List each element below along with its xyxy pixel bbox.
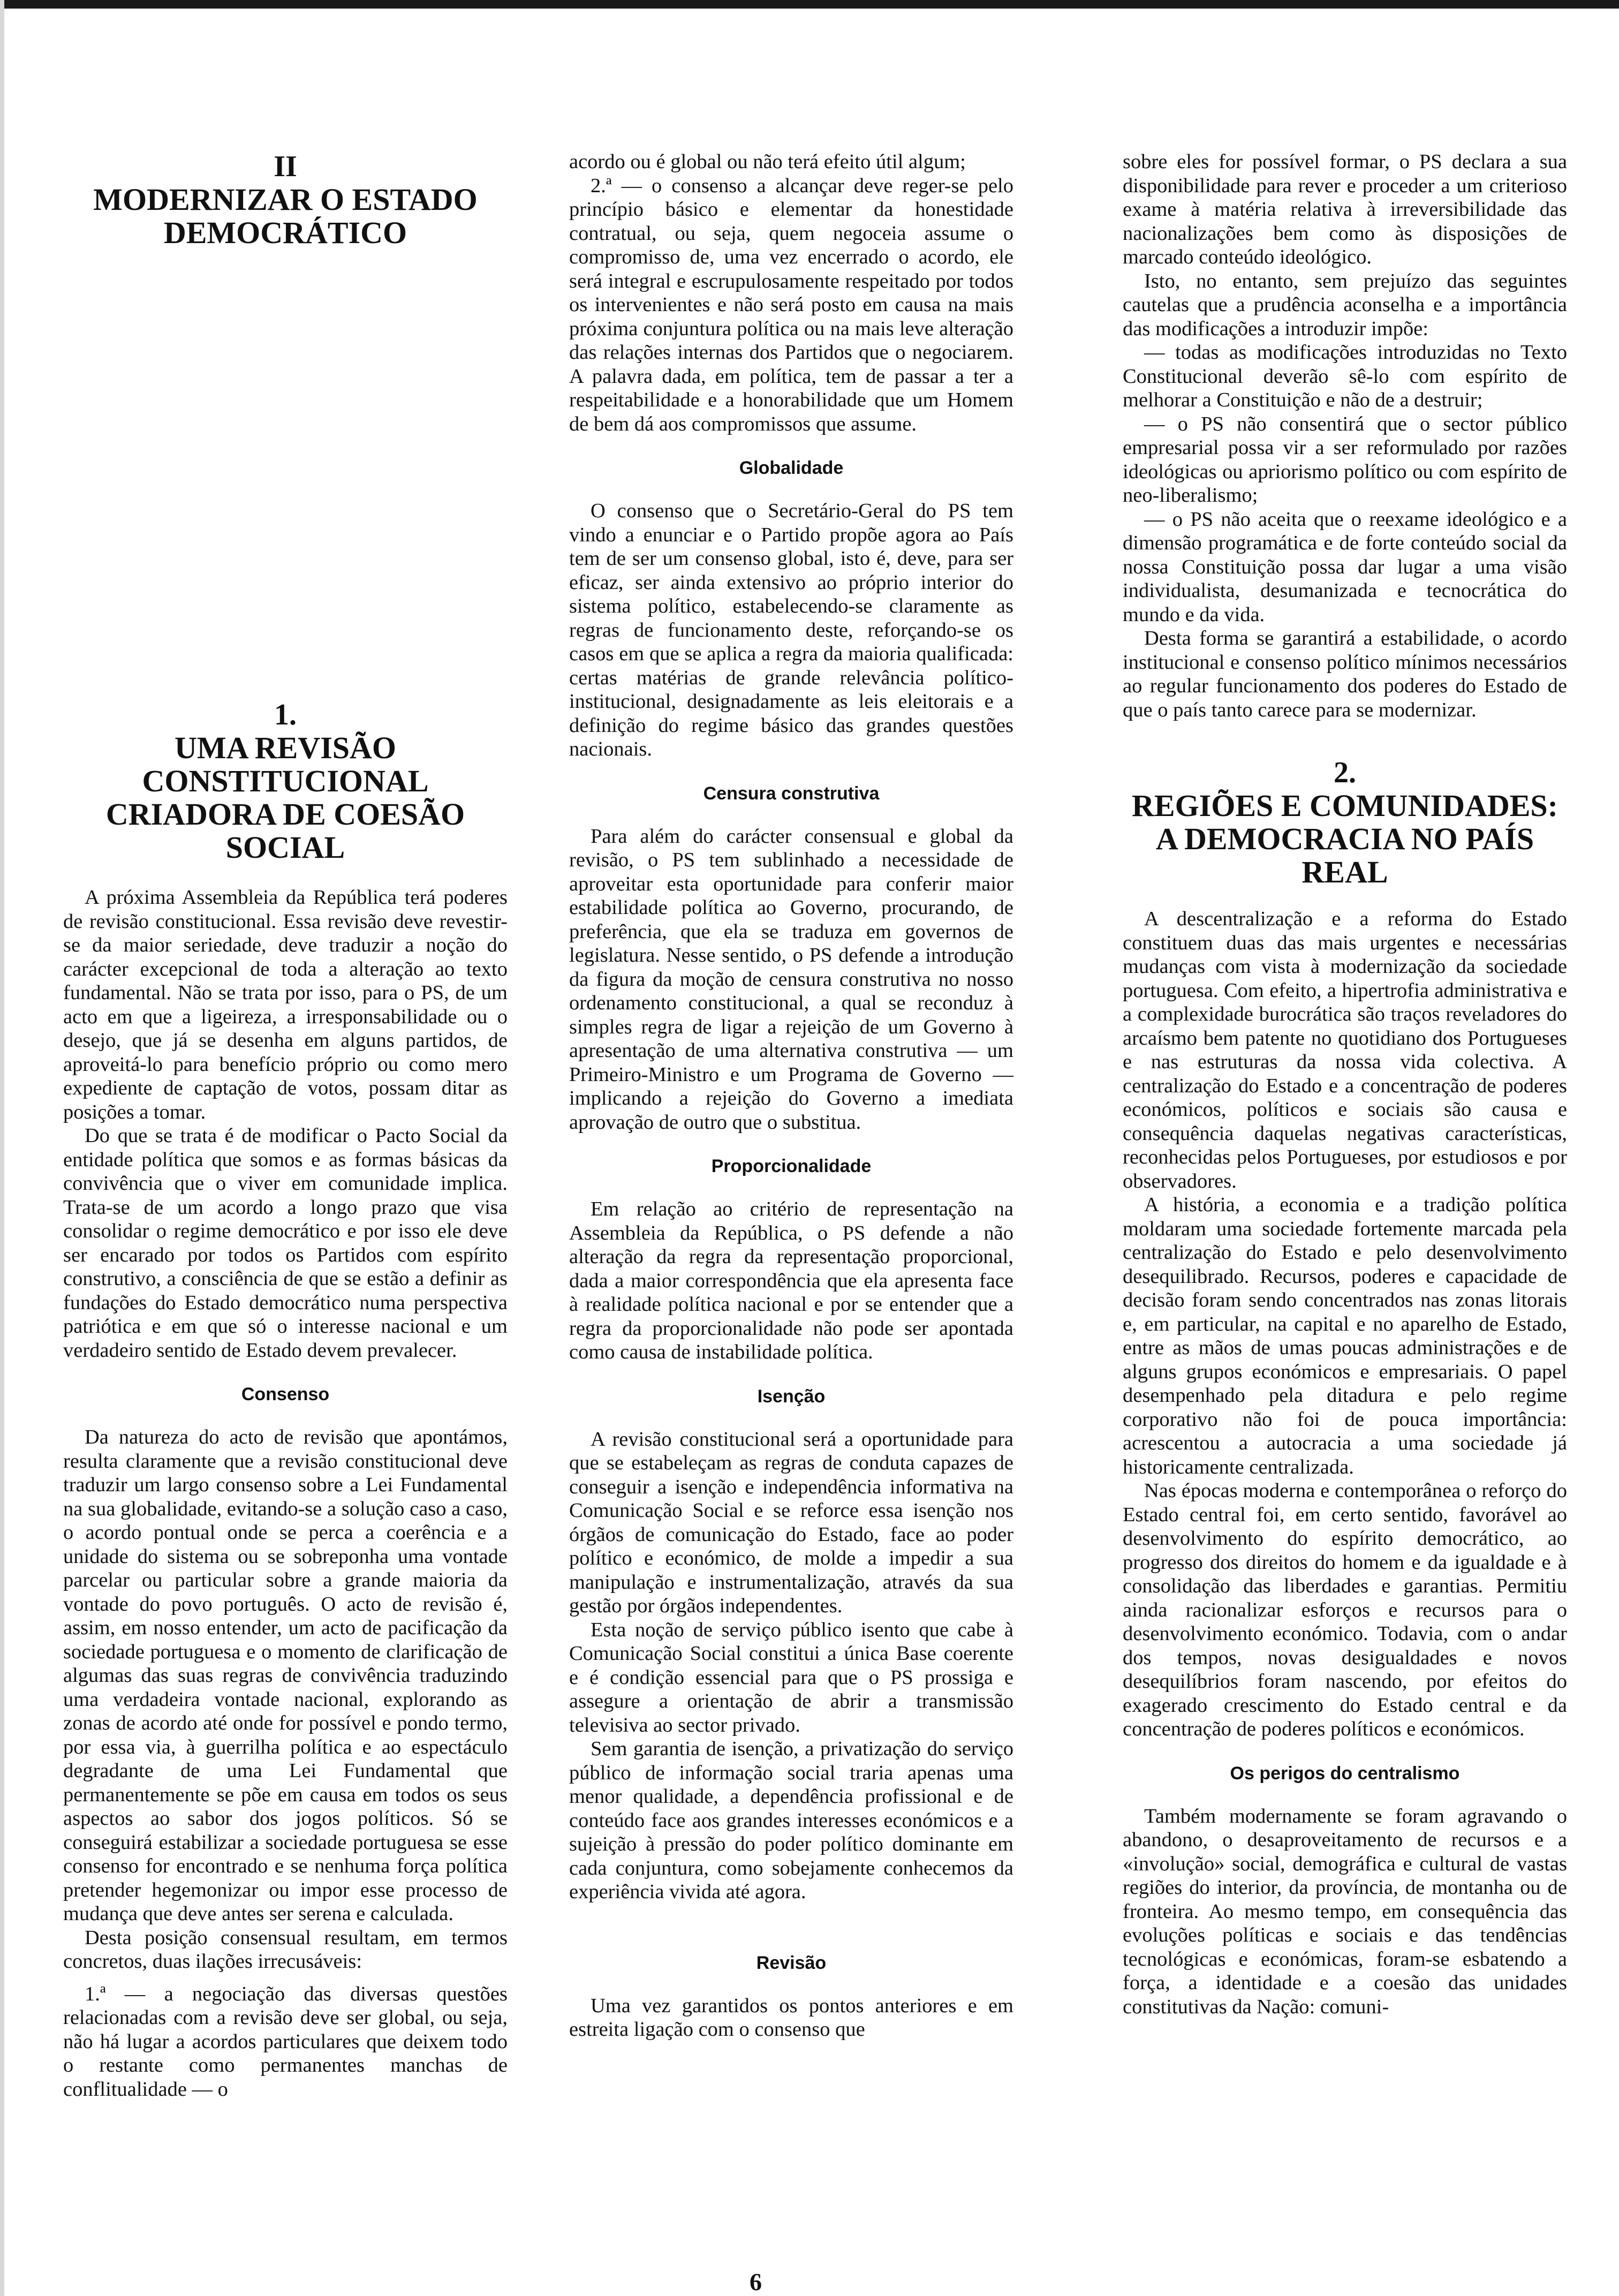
section-1-heading <box>63 698 508 864</box>
subheading-consenso: Consenso <box>241 1384 330 1404</box>
paragraph: 1.ª — a negociação das diversas questões relacionadas com a revisão deve ser global, ou seja, não há lugar a acordos particulares que deixem todo o restante como permanentes manchas de conflitualidade — o <box>63 1982 508 2101</box>
paragraph: Nas épocas moderna e contemporânea o reforço do Estado central foi, em certo sentido, favorável ao desenvolvimento do espírito democrático, ao progresso dos direitos do homem e da igualdade e à consolidação das liberdades e garantias. Permitiu ainda racionalizar esforços e recursos para o desenvolvimento económico. Todavia, com o andar dos tempos, novas desigualdades e novos desequilíbrios foram nascendo, por efeitos do exagerado crescimento do Estado central e da concentração de poderes políticos e económicos. <box>1123 1479 1567 1740</box>
paragraph: Para além do carácter consensual e global da revisão, o PS tem sublinhado a necessidade de aproveitar esta oportunidade para conferir maior estabilidade política ao Governo, procurando, de preferência, que ela se traduza em governos de legislatura. Nesse sentido, o PS defende a introdução da figura da moção de censura construtiva no nosso ordenamento constitucional, a qual se reconduz à simples regra de ligar a rejeição de um Governo à apresentação de uma alternativa construtiva — um Primeiro-Ministro e um Programa de Governo — implicando a rejeição do Governo a imediata aprovação de outro que o substitua. <box>569 825 1013 1134</box>
paragraph: acordo ou é global ou não terá efeito útil algum; <box>569 150 966 173</box>
paragraph: 2.ª — o consenso a alcançar deve reger-se pelo princípio básico e elementar da honestidade contratual, ou seja, quem negoceia assume o compromisso de, uma vez encerrado o acordo, ele será integral e escrupulosamente respeitado por todos os intervenientes e não será posto em causa na mais próxima conjuntura política ou na mais leve alteração das relações internas dos Partidos que o negociarem. A palavra dada, em política, tem de passar a ter a respeitabilidade e a honorabilidade que um Homem de bem dá aos compromissos que assume. <box>569 174 1013 435</box>
paragraph: Da natureza do acto de revisão que apontámos, resulta claramente que a revisão constitucional deve traduzir um largo consenso sobre a Lei Fundamental na sua globalidade, evitando-se a solução caso a caso, o acordo pontual onde se perca a coerência e a unidade do sistema ou se sobreponha uma vontade parcelar ou particular sobre a grande maioria da vontade do povo português. O acto de revisão é, assim, em nosso entender, um acto de pacificação da sociedade portuguesa e o momento de clarificação de algumas das suas regras de convivência traduzindo uma verdadeira vontade nacional, explorando as zonas de acordo até onde for possível e pondo termo, por essa via, à guerrilha política e ao espectáculo degradante de uma Lei Fundamental que permanentemente se põe em causa em todos os seus aspectos ao sabor dos jogos políticos. Só se conseguirá estabilizar a sociedade portuguesa se esse consenso for encontrado e se nenhuma força política pretender hegemonizar ou impor esse processo de mudança que deve antes ser serena e calculada. <box>63 1426 508 1925</box>
subheading-isencao: Isenção <box>757 1386 826 1407</box>
paragraph: Do que se trata é de modificar o Pacto Social da entidade política que somos e as formas básicas da convivência que o viver em comunidade implica. Trata-se de um acordo a longo prazo que visa consolidar o regime democrático e por isso ele deve ser encarado por todos os Partidos com espírito construtivo, a consciência de que se estão a definir as fundações do Estado democrático numa perspectiva patriótica e em que só o interesse nacional e um verdadeiro sentido de Estado devem prevalecer. <box>63 1124 508 1362</box>
paragraph: Em relação ao critério de representação na Assembleia da República, o PS defende a não alteração da regra da representação proporcional, dada a maior correspondência que ela apresenta face à realidade política nacional e por se entender que a regra da proporcionalidade não pode ser apontada como causa de instabilidade política. <box>569 1198 1013 1363</box>
part-number: II <box>274 150 297 183</box>
scan-left-edge <box>0 0 4 2296</box>
column-2 <box>569 150 1013 2042</box>
section-2-title: REGIÕES E COMUNIDADES: A DEMOCRACIA NO PAÍS REAL <box>1132 788 1558 889</box>
paragraph: Desta forma se garantirá a estabilidade, o acordo institucional e consenso político mínimos necessários ao regular funcionamento dos poderes do Estado de que o país tanto carece para se modernizar. <box>1123 627 1567 721</box>
subheading-globalidade: Globalidade <box>739 458 844 478</box>
top-border-rule <box>0 0 1619 9</box>
subheading-censura-construtiva: Censura construtiva <box>703 783 880 804</box>
column-1 <box>63 150 508 2101</box>
paragraph: Também modernamente se foram agravando o abandono, o desaproveitamento de recursos e a «involução» social, demográfica e cultural de vastas regiões do interior, da província, de montanha ou de fronteira. Ao mesmo tempo, em consequência das evoluções políticas e sociais e das tendências tecnológicas e económicas, foram-se esbatendo a força, a identidade e a coesão das unidades constitutivas da Nação: comuni- <box>1123 1804 1567 2018</box>
section-1-title: UMA REVISÃO CONSTITUCIONAL CRIADORA DE COESÃO SOCIAL <box>105 730 465 865</box>
paragraph: A revisão constitucional será a oportunidade para que se estabeleçam as regras de conduta capazes de conseguir a isenção e independência informativa na Comunicação Social e se reforce essa isenção nos órgãos de comunicação do Estado, face ao poder político e económico, de molde a impedir a sua manipulação e instrumentalização, através da sua gestão por órgãos independentes. <box>569 1428 1013 1617</box>
subheading-proporcionalidade: Proporcionalidade <box>711 1156 872 1176</box>
paragraph: Sem garantia de isenção, a privatização do serviço público de informação social traria apenas uma menor qualidade, a dependência profissional e de conteúdo face aos grandes interesses económicos e a sujeição à pressão do poder político dominante em cada conjuntura, como sobejamente conhecemos da experiência vivida até agora. <box>569 1738 1013 1903</box>
section-1-number: 1. <box>274 698 297 731</box>
list-item: — o PS não consentirá que o sector público empresarial possa vir a ser reformulado por razões ideológicas ou apriorismo político ou com espírito de neo-liberalismo; <box>1123 412 1567 507</box>
part-title: MODERNIZAR O ESTADO DEMOCRÁTICO <box>93 182 478 250</box>
paragraph: A descentralização e a reforma do Estado constituem duas das mais urgentes e necessárias mudanças com vista à modernização da sociedade portuguesa. Com efeito, a hipertrofia administrativa e a complexidade burocrática são traços reveladores do arcaísmo bem patente no quotidiano dos Portugueses e nas estruturas da nossa vida colectiva. A centralização do Estado e a concentração de poderes económicos, políticos e sociais são causa e consequência daquelas negativas características, reconhecidas pelos Portugueses, por estudiosos e por observadores. <box>1123 908 1567 1192</box>
paragraph: Uma vez garantidos os pontos anteriores e em estreita ligação com o consenso que <box>569 1994 1013 2041</box>
paragraph: A história, a economia e a tradição política moldaram uma sociedade fortemente marcada pela centralização do Estado e pelo desenvolvimento desequilibrado. Recursos, poderes e capacidade de decisão foram sendo concentrados nas zonas litorais e, em particular, na capital e no aparelho de Estado, entre as mãos de umas poucas administrações e de alguns grupos económicos e empresariais. O papel desempenhado pela ditadura e pelo regime corporativo não foi de pouca importância: acrescentou a autocracia a uma sociedade já historicamente centralizada. <box>1123 1194 1567 1478</box>
section-2-number: 2. <box>1334 756 1356 789</box>
paragraph: Esta noção de serviço público isento que cabe à Comunicação Social constitui a única Base coerente e é condição essencial para que o PS prossiga e assegure a orientação de abrir a transmissão televisiva ao sector privado. <box>569 1618 1013 1736</box>
page-number: 6 <box>750 2268 762 2295</box>
section-2-heading <box>1123 756 1567 889</box>
paragraph: A próxima Assembleia da República terá poderes de revisão constitucional. Essa revisão deve revestir-se da maior seriedade, deve traduzir a noção do carácter excepcional de toda a alteração ao texto fundamental. Não se trata por isso, para o PS, de um acto em que a ligeireza, a irresponsabilidade ou o desejo, que já se desenha em alguns partidos, de aproveitá-lo para benefício próprio ou como mero expediente de captação de votos, possam ditar as posições a tomar. <box>63 886 508 1123</box>
paragraph: Isto, no entanto, sem prejuízo das seguintes cautelas que a prudência aconselha e a importância das modificações a introduzir impõe: <box>1123 269 1567 340</box>
spacer <box>63 250 508 698</box>
paragraph: sobre eles for possível formar, o PS declara a sua disponibilidade para rever e proceder a um criterioso exame à matéria relativa à irreversibilidade das nacionalizações bem como às disposições de marcado conteúdo ideológico. <box>1123 150 1567 268</box>
subheading-revisao: Revisão <box>756 1952 827 1973</box>
list-item: — todas as modificações introduzidas no Texto Constitucional deverão sê-lo com espírito de melhorar a Constituição e não de a destruir; <box>1123 341 1567 411</box>
column-3 <box>1123 150 1567 2019</box>
paragraph: O consenso que o Secretário-Geral do PS tem vindo a enunciar e o Partido propõe agora ao País tem de ser um consenso global, isto é, deve, para ser eficaz, ser ainda extensivo ao próprio interior do sistema político, estabelecendo-se claramente as regras de funcionamento deste, reforçando-se os casos em que se aplica a regra da maioria qualificada: certas matérias de grande relevância político-institucional, designadamente as leis eleitorais e a definição do regime básico das grandes questões nacionais. <box>569 500 1013 760</box>
paragraph: Desta posição consensual resultam, em termos concretos, duas ilações irrecusáveis: <box>63 1926 508 1973</box>
part-heading <box>63 150 508 250</box>
list-item: — o PS não aceita que o reexame ideológico e a dimensão programática e de forte conteúdo social da nossa Constituição possa dar lugar a uma visão individualista, desumanizada e tecnocrática do mundo e da vida. <box>1123 508 1567 626</box>
subheading-perigos-centralismo: Os perigos do centralismo <box>1230 1763 1460 1784</box>
